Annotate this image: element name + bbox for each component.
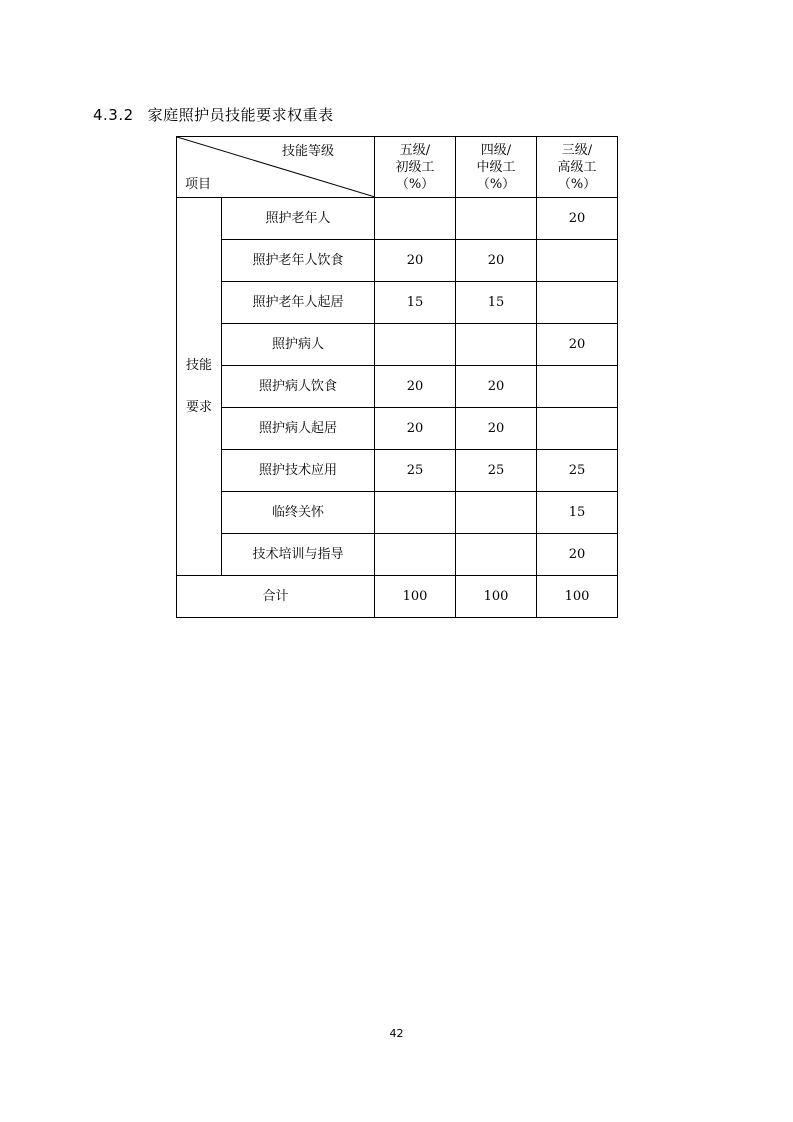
- value-cell: 20: [456, 366, 537, 408]
- column-header-level-4: 四级/ 中级工 （%）: [456, 137, 537, 198]
- table-row: [177, 240, 618, 282]
- value-cell: 20: [537, 198, 618, 240]
- page-number: 42: [389, 1027, 404, 1040]
- skill-requirements-group-label: 技能 要求: [177, 198, 222, 576]
- value-cell: [537, 366, 618, 408]
- section-number: 4.3.2: [93, 106, 134, 124]
- skill-level-label: 技能等级: [281, 144, 334, 159]
- value-cell: [537, 240, 618, 282]
- value-cell: 15: [375, 282, 456, 324]
- column-header-level-3: 三级/ 高级工 （%）: [537, 137, 618, 198]
- value-cell: [537, 282, 618, 324]
- item-label: 项目: [185, 177, 212, 192]
- value-cell: 25: [456, 450, 537, 492]
- value-cell: [375, 534, 456, 576]
- value-cell: 20: [375, 366, 456, 408]
- table-row: [177, 366, 618, 408]
- value-cell: [375, 324, 456, 366]
- value-cell: [456, 492, 537, 534]
- skill-weight-table: [176, 136, 618, 618]
- total-value-cell: 100: [375, 576, 456, 618]
- total-row: [177, 576, 618, 618]
- row-item-label: 照护老年人起居: [222, 282, 375, 324]
- section-heading: [93, 104, 334, 125]
- value-cell: [456, 324, 537, 366]
- section-title: 家庭照护员技能要求权重表: [147, 106, 334, 124]
- value-cell: [456, 534, 537, 576]
- value-cell: [375, 198, 456, 240]
- table-header-row: [177, 137, 618, 198]
- value-cell: 20: [456, 240, 537, 282]
- value-cell: 20: [537, 324, 618, 366]
- value-cell: 25: [537, 450, 618, 492]
- row-item-label: 照护老年人饮食: [222, 240, 375, 282]
- table-row: [177, 408, 618, 450]
- row-item-label: 照护病人: [222, 324, 375, 366]
- table-row: [177, 492, 618, 534]
- table-row: [177, 534, 618, 576]
- value-cell: 25: [375, 450, 456, 492]
- row-item-label: 照护老年人: [222, 198, 375, 240]
- column-header-level-5: 五级/ 初级工 （%）: [375, 137, 456, 198]
- value-cell: [456, 198, 537, 240]
- total-label: 合计: [177, 576, 375, 618]
- value-cell: 15: [537, 492, 618, 534]
- value-cell: [537, 408, 618, 450]
- row-item-label: 照护病人饮食: [222, 366, 375, 408]
- value-cell: 20: [537, 534, 618, 576]
- value-cell: 20: [375, 240, 456, 282]
- row-item-label: 照护病人起居: [222, 408, 375, 450]
- value-cell: 20: [375, 408, 456, 450]
- diagonal-header-cell: [177, 137, 375, 198]
- table-row: [177, 450, 618, 492]
- row-item-label: 技术培训与指导: [222, 534, 375, 576]
- table-row: [177, 198, 618, 240]
- value-cell: [375, 492, 456, 534]
- total-value-cell: 100: [456, 576, 537, 618]
- row-item-label: 照护技术应用: [222, 450, 375, 492]
- value-cell: 20: [456, 408, 537, 450]
- table-row: [177, 282, 618, 324]
- value-cell: 15: [456, 282, 537, 324]
- table-row: [177, 324, 618, 366]
- row-item-label: 临终关怀: [222, 492, 375, 534]
- total-value-cell: 100: [537, 576, 618, 618]
